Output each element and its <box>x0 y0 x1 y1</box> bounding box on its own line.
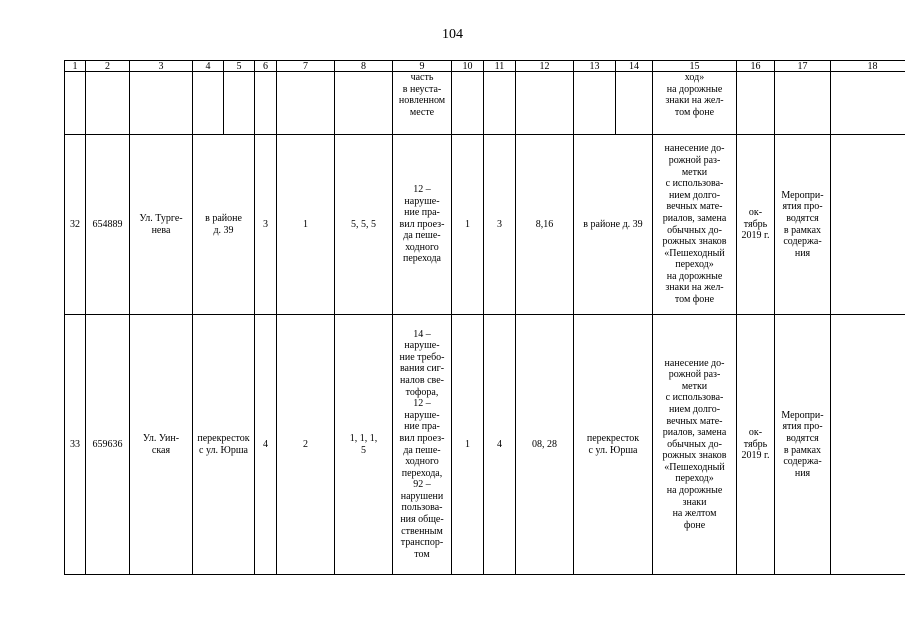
col6-cell: 4 <box>255 315 277 575</box>
column-number: 18 <box>831 61 905 72</box>
col8-cell: 5, 5, 5 <box>335 135 393 315</box>
column-number: 16 <box>737 61 775 72</box>
row-number: 32 <box>65 135 86 315</box>
header-row <box>65 61 905 72</box>
page-number: 104 <box>442 27 463 42</box>
column-number: 14 <box>616 61 653 72</box>
col12-cell: 08, 28 <box>516 315 574 575</box>
measures-cell: нанесение до- рожной раз- метки с использова- нием долго- вечных мате- риалов, замена обычных до- рожных знаков «Пешеходный переход» на дорожные знаки на жел- том фоне <box>653 135 737 315</box>
data-table <box>64 60 905 575</box>
street-cell: Ул. Турге- нева <box>130 135 193 315</box>
column-number: 10 <box>452 61 484 72</box>
col11-cell: 3 <box>484 135 516 315</box>
note-cell: Меропри- ятия про- водятся в рамках содержа- ния <box>775 135 831 315</box>
street-cell: Ул. Уин- ская <box>130 315 193 575</box>
location2-cell: в районе д. 39 <box>574 135 653 315</box>
code-cell: 654889 <box>86 135 130 315</box>
measures-cell: нанесение до- рожной раз- метки с использова- нием долго- вечных мате- риалов, замена обычных до- рожных знаков «Пешеходный переход» на дорожные знаки на желтом фоне <box>653 315 737 575</box>
location-cell: перекресток с ул. Юрша <box>193 315 255 575</box>
column-number: 1 <box>65 61 86 72</box>
column-number: 5 <box>224 61 255 72</box>
column-number: 3 <box>130 61 193 72</box>
date-cell: ок- тябрь 2019 г. <box>737 315 775 575</box>
col10-cell: 1 <box>452 135 484 315</box>
measures-cell: ход» на дорожные знаки на жел- том фоне <box>653 72 737 135</box>
table-row <box>65 315 905 575</box>
row-number: 33 <box>65 315 86 575</box>
violations-cell: 14 – наруше- ние требо- вания сиг- налов све- тофора, 12 – наруше- ние пра- вил проез- да пеше- ходного перехода, 92 – нарушени пользова- ния обще- ственным транспор- том <box>393 315 452 575</box>
col6-cell: 3 <box>255 135 277 315</box>
column-number: 15 <box>653 61 737 72</box>
note-cell: Меропри- ятия про- водятся в рамках содержа- ния <box>775 315 831 575</box>
column-number: 17 <box>775 61 831 72</box>
column-number: 2 <box>86 61 130 72</box>
violations-cell: часть в неуста- новленном месте <box>393 72 452 135</box>
column-number: 4 <box>193 61 224 72</box>
col7-cell: 1 <box>277 135 335 315</box>
date-cell: ок- тябрь 2019 г. <box>737 135 775 315</box>
column-number: 9 <box>393 61 452 72</box>
column-number: 7 <box>277 61 335 72</box>
column-number: 12 <box>516 61 574 72</box>
continuation-row <box>65 72 905 135</box>
code-cell: 659636 <box>86 315 130 575</box>
column-number: 13 <box>574 61 616 72</box>
column-number: 6 <box>255 61 277 72</box>
col10-cell: 1 <box>452 315 484 575</box>
col18-cell <box>831 135 905 315</box>
column-number: 8 <box>335 61 393 72</box>
col7-cell: 2 <box>277 315 335 575</box>
col12-cell: 8,16 <box>516 135 574 315</box>
violations-cell: 12 – наруше- ние пра- вил проез- да пеше- ходного перехода <box>393 135 452 315</box>
col8-cell: 1, 1, 1, 5 <box>335 315 393 575</box>
column-number: 11 <box>484 61 516 72</box>
col11-cell: 4 <box>484 315 516 575</box>
location-cell: в районе д. 39 <box>193 135 255 315</box>
table-row <box>65 135 905 315</box>
col18-cell <box>831 315 905 575</box>
location2-cell: перекресток с ул. Юрша <box>574 315 653 575</box>
